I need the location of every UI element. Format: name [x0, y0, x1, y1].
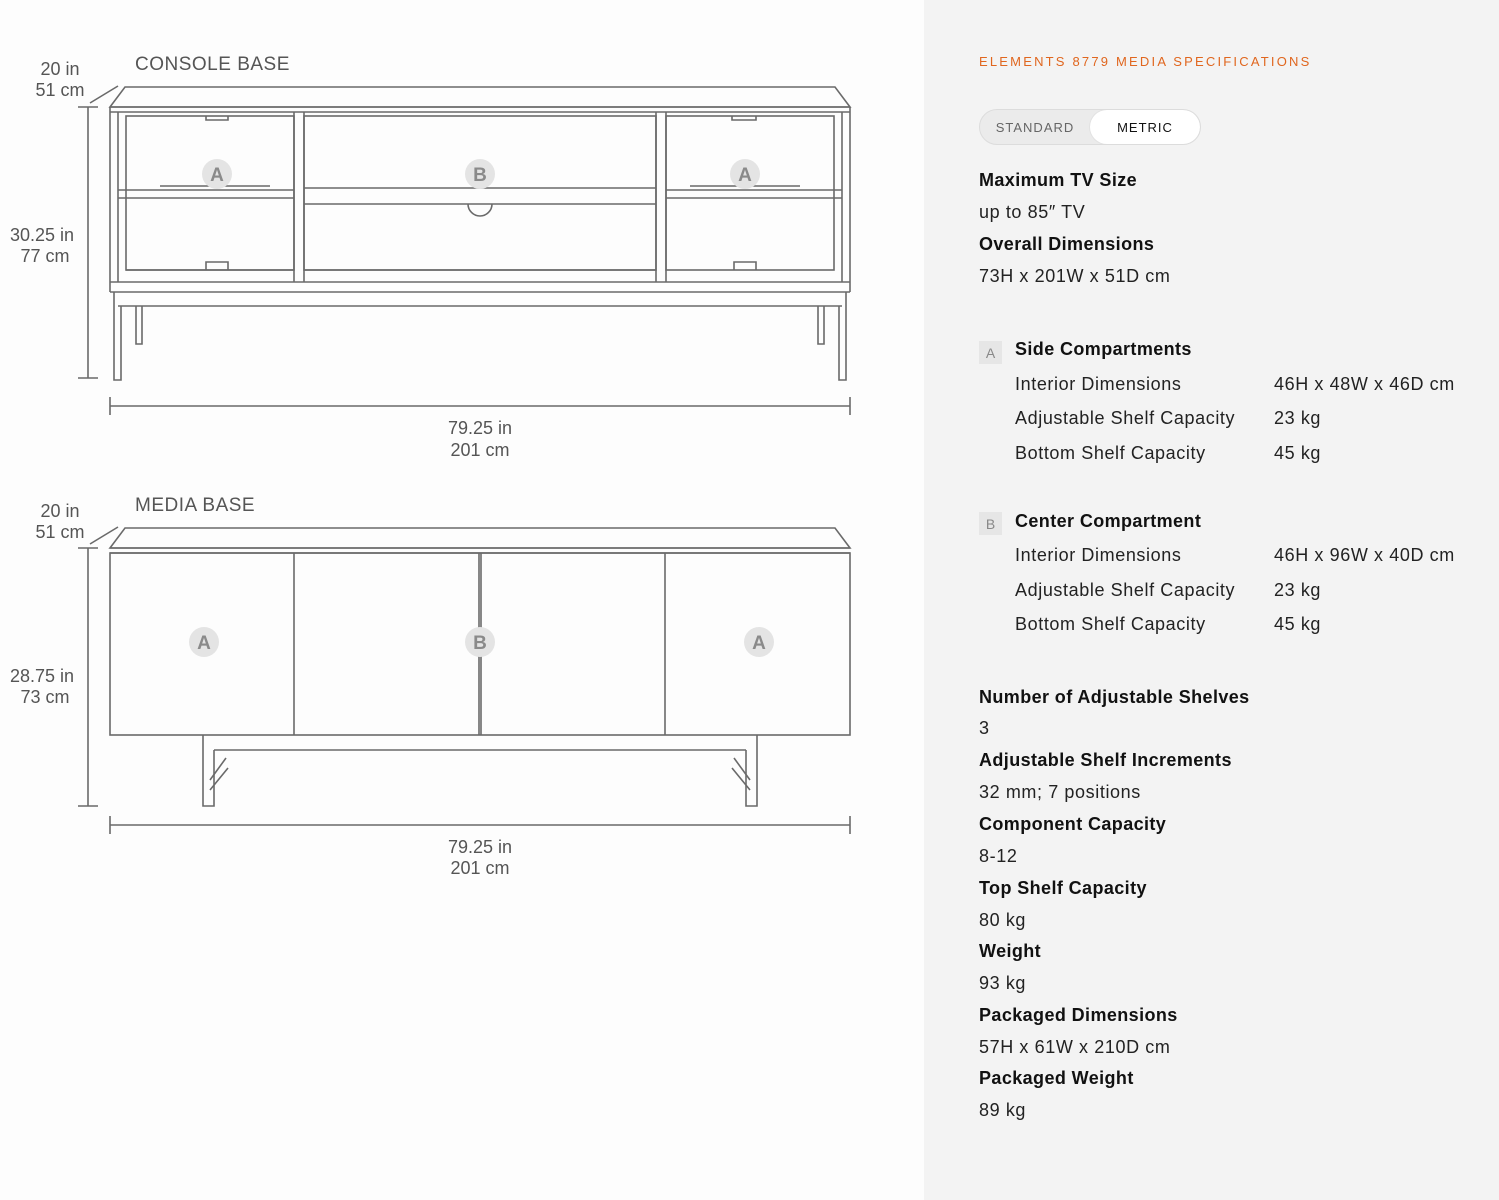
svg-text:A: A — [210, 165, 224, 186]
adjustable-shelves-value: 3 — [979, 718, 990, 738]
console-height-in: 30.25 in — [9, 225, 75, 245]
media-height-cm: 73 cm — [20, 687, 70, 707]
shelf-increments-value: 32 mm; 7 positions — [979, 782, 1141, 802]
console-badge-b — [465, 159, 495, 189]
side-bottom-shelf-label: Bottom Shelf Capacity — [1015, 443, 1206, 463]
specifications-heading: ELEMENTS 8779 MEDIA SPECIFICATIONS — [979, 54, 1312, 69]
console-width-in: 79.25 in — [447, 418, 513, 438]
adjustable-shelves-label: Number of Adjustable Shelves — [979, 687, 1250, 707]
metric-units-button[interactable]: METRIC — [1090, 110, 1200, 144]
side-interior-dimensions-label: Interior Dimensions — [1015, 374, 1182, 394]
center-bottom-shelf-value: 45 kg — [1274, 614, 1322, 634]
console-height-cm: 77 cm — [20, 246, 70, 266]
compartment-a-badge: A — [979, 341, 1002, 364]
console-badge-a-left — [202, 159, 232, 189]
side-adjustable-shelf-label: Adjustable Shelf Capacity — [1015, 408, 1236, 428]
center-compartment-title: Center Compartment — [1015, 511, 1202, 531]
shelf-increments-label: Adjustable Shelf Increments — [979, 750, 1232, 770]
svg-text:A: A — [197, 633, 211, 654]
unit-toggle — [979, 109, 1201, 145]
media-height-in: 28.75 in — [9, 666, 75, 686]
media-base-title: MEDIA BASE — [135, 495, 256, 516]
compartment-b-badge: B — [979, 512, 1002, 535]
media-badge-b — [465, 627, 495, 657]
top-shelf-capacity-value: 80 kg — [979, 910, 1027, 930]
component-capacity-label: Component Capacity — [979, 814, 1167, 834]
media-depth-in: 20 in — [40, 501, 80, 521]
standard-units-button[interactable]: STANDARD — [995, 119, 1075, 135]
weight-label: Weight — [979, 941, 1042, 961]
top-shelf-capacity-label: Top Shelf Capacity — [979, 878, 1147, 898]
packaged-dimensions-value: 57H x 61W x 210D cm — [979, 1037, 1171, 1057]
max-tv-size-value: up to 85″ TV — [979, 202, 1086, 222]
overall-dimensions-value: 73H x 201W x 51D cm — [979, 266, 1171, 286]
packaged-dimensions-label: Packaged Dimensions — [979, 1005, 1178, 1025]
component-capacity-value: 8-12 — [979, 846, 1018, 866]
console-width-cm: 201 cm — [450, 440, 510, 460]
side-adjustable-shelf-value: 23 kg — [1274, 408, 1322, 428]
packaged-weight-label: Packaged Weight — [979, 1068, 1134, 1088]
max-tv-size-label: Maximum TV Size — [979, 170, 1138, 190]
media-badge-a-right — [744, 627, 774, 657]
center-adjustable-shelf-label: Adjustable Shelf Capacity — [1015, 580, 1236, 600]
svg-text:B: B — [473, 165, 487, 186]
center-interior-dimensions-value: 46H x 96W x 40D cm — [1274, 545, 1455, 565]
svg-text:B: B — [473, 633, 487, 654]
svg-text:A: A — [752, 633, 766, 654]
media-width-cm: 201 cm — [450, 858, 510, 878]
overall-dimensions-label: Overall Dimensions — [979, 234, 1155, 254]
media-depth-cm: 51 cm — [35, 522, 85, 542]
media-width-in: 79.25 in — [447, 837, 513, 857]
console-base-drawing — [78, 86, 850, 415]
console-badge-a-right — [730, 159, 760, 189]
side-bottom-shelf-value: 45 kg — [1274, 443, 1322, 463]
media-badge-a-left — [189, 627, 219, 657]
center-adjustable-shelf-value: 23 kg — [1274, 580, 1322, 600]
svg-text:A: A — [738, 165, 752, 186]
side-interior-dimensions-value: 46H x 48W x 46D cm — [1274, 374, 1455, 394]
packaged-weight-value: 89 kg — [979, 1100, 1027, 1120]
specifications-panel — [924, 0, 1499, 1200]
center-bottom-shelf-label: Bottom Shelf Capacity — [1015, 614, 1206, 634]
media-base-drawing — [78, 527, 850, 834]
side-compartments-title: Side Compartments — [1015, 339, 1192, 359]
console-base-title: CONSOLE BASE — [135, 54, 290, 75]
console-depth-cm: 51 cm — [35, 80, 85, 100]
center-interior-dimensions-label: Interior Dimensions — [1015, 545, 1182, 565]
weight-value: 93 kg — [979, 973, 1027, 993]
console-depth-in: 20 in — [40, 59, 80, 79]
